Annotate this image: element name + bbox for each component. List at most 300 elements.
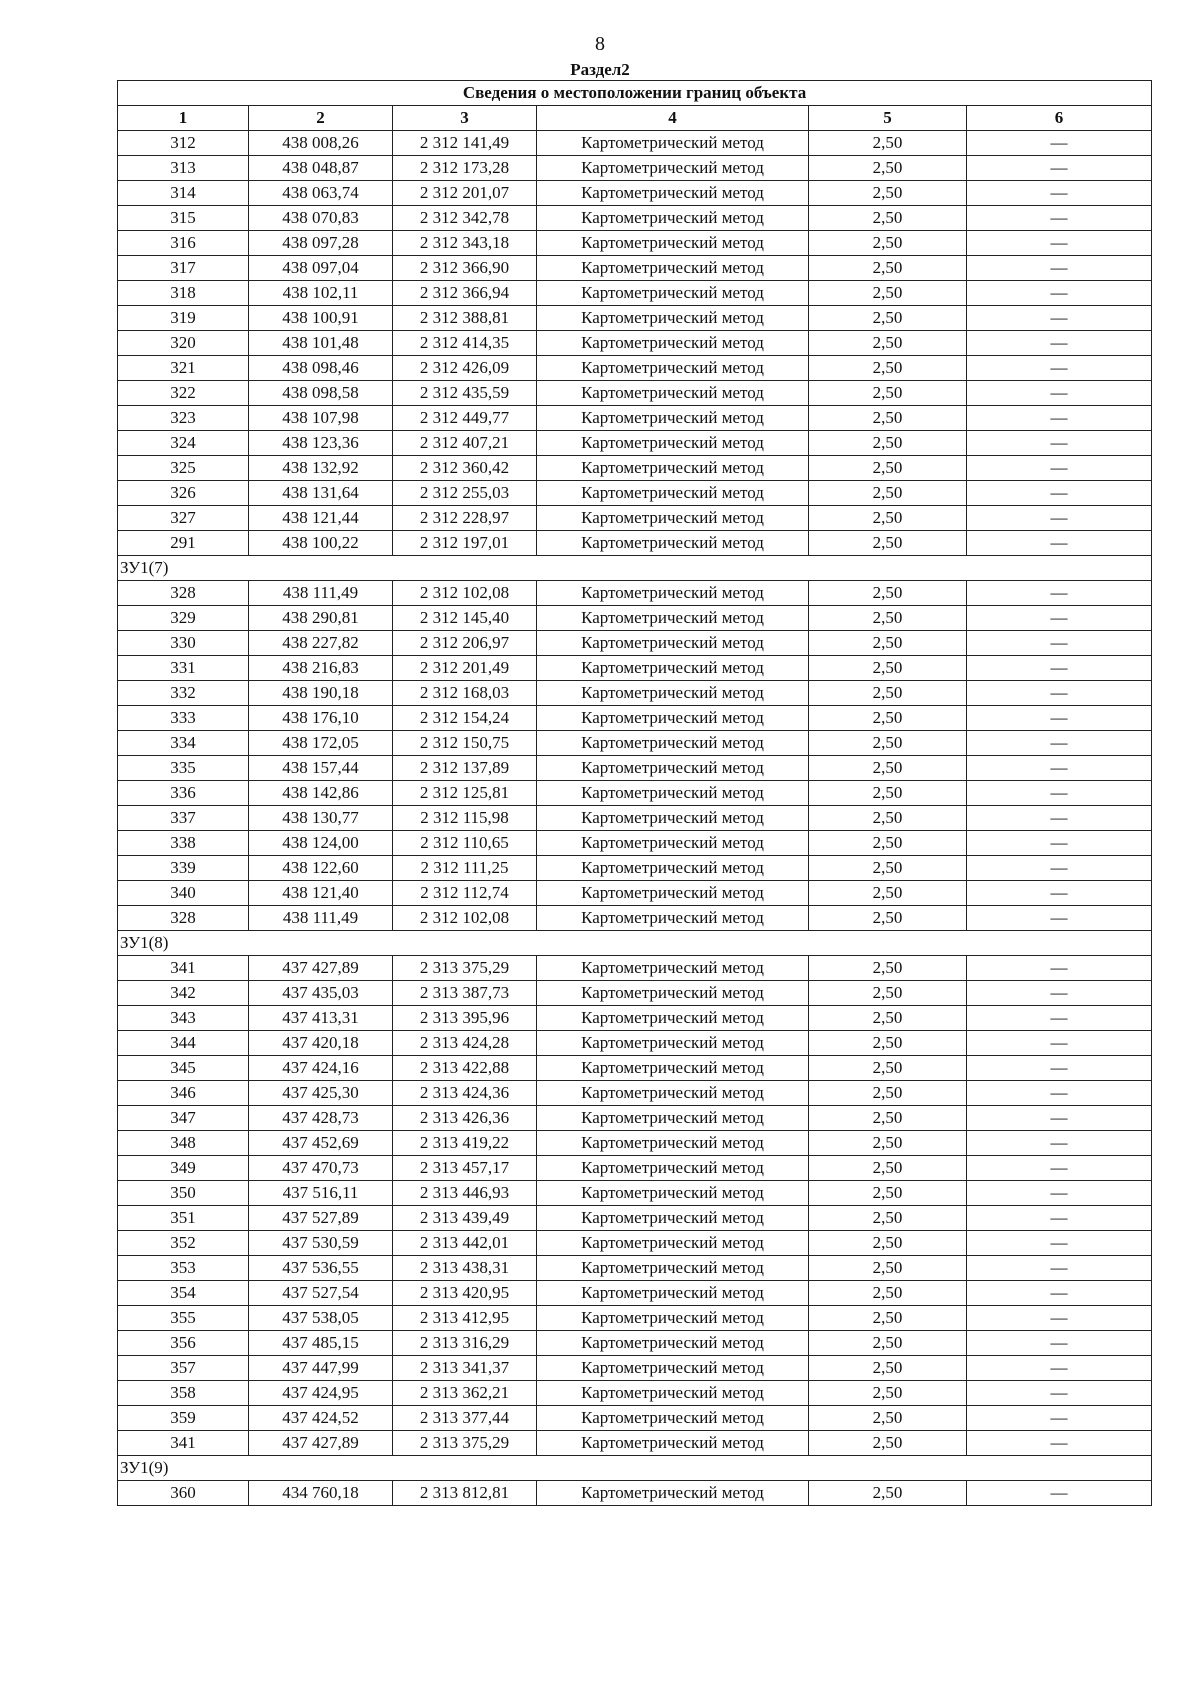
y-coordinate-cell: 2 312 201,07 bbox=[393, 181, 537, 206]
x-coordinate-cell: 438 123,36 bbox=[249, 431, 393, 456]
method-cell: Картометрический метод bbox=[537, 1056, 809, 1081]
method-cell: Картометрический метод bbox=[537, 1106, 809, 1131]
note-cell: — bbox=[967, 181, 1152, 206]
table-row bbox=[118, 681, 1152, 706]
point-number-cell: 359 bbox=[118, 1406, 249, 1431]
table-row bbox=[118, 581, 1152, 606]
table-row bbox=[118, 1281, 1152, 1306]
y-coordinate-cell: 2 312 111,25 bbox=[393, 856, 537, 881]
table-row bbox=[118, 131, 1152, 156]
method-cell: Картометрический метод bbox=[537, 1281, 809, 1306]
table-row bbox=[118, 1481, 1152, 1506]
accuracy-cell: 2,50 bbox=[809, 1406, 967, 1431]
point-number-cell: 339 bbox=[118, 856, 249, 881]
y-coordinate-cell: 2 312 197,01 bbox=[393, 531, 537, 556]
point-number-cell: 346 bbox=[118, 1081, 249, 1106]
accuracy-cell: 2,50 bbox=[809, 381, 967, 406]
accuracy-cell: 2,50 bbox=[809, 1231, 967, 1256]
accuracy-cell: 2,50 bbox=[809, 1331, 967, 1356]
point-number-cell: 338 bbox=[118, 831, 249, 856]
point-number-cell: 333 bbox=[118, 706, 249, 731]
note-cell: — bbox=[967, 131, 1152, 156]
x-coordinate-cell: 438 124,00 bbox=[249, 831, 393, 856]
table-row bbox=[118, 1181, 1152, 1206]
table-row bbox=[118, 956, 1152, 981]
note-cell: — bbox=[967, 231, 1152, 256]
table-row bbox=[118, 906, 1152, 931]
note-cell: — bbox=[967, 756, 1152, 781]
x-coordinate-cell: 437 424,52 bbox=[249, 1406, 393, 1431]
accuracy-cell: 2,50 bbox=[809, 431, 967, 456]
point-number-cell: 358 bbox=[118, 1381, 249, 1406]
table-row bbox=[118, 606, 1152, 631]
note-cell: — bbox=[967, 1331, 1152, 1356]
note-cell: — bbox=[967, 356, 1152, 381]
point-number-cell: 328 bbox=[118, 581, 249, 606]
accuracy-cell: 2,50 bbox=[809, 581, 967, 606]
accuracy-cell: 2,50 bbox=[809, 956, 967, 981]
note-cell: — bbox=[967, 881, 1152, 906]
y-coordinate-cell: 2 313 424,36 bbox=[393, 1081, 537, 1106]
x-coordinate-cell: 438 130,77 bbox=[249, 806, 393, 831]
x-coordinate-cell: 438 048,87 bbox=[249, 156, 393, 181]
y-coordinate-cell: 2 313 424,28 bbox=[393, 1031, 537, 1056]
note-cell: — bbox=[967, 1406, 1152, 1431]
accuracy-cell: 2,50 bbox=[809, 881, 967, 906]
note-cell: — bbox=[967, 381, 1152, 406]
x-coordinate-cell: 437 427,89 bbox=[249, 956, 393, 981]
x-coordinate-cell: 438 142,86 bbox=[249, 781, 393, 806]
method-cell: Картометрический метод bbox=[537, 306, 809, 331]
accuracy-cell: 2,50 bbox=[809, 256, 967, 281]
table-row bbox=[118, 306, 1152, 331]
accuracy-cell: 2,50 bbox=[809, 731, 967, 756]
y-coordinate-cell: 2 312 228,97 bbox=[393, 506, 537, 531]
point-number-cell: 322 bbox=[118, 381, 249, 406]
point-number-cell: 352 bbox=[118, 1231, 249, 1256]
table-row bbox=[118, 731, 1152, 756]
x-coordinate-cell: 438 101,48 bbox=[249, 331, 393, 356]
note-cell: — bbox=[967, 581, 1152, 606]
column-header: 1 bbox=[118, 106, 249, 131]
x-coordinate-cell: 438 216,83 bbox=[249, 656, 393, 681]
x-coordinate-cell: 438 227,82 bbox=[249, 631, 393, 656]
table-row bbox=[118, 1031, 1152, 1056]
note-cell: — bbox=[967, 1231, 1152, 1256]
accuracy-cell: 2,50 bbox=[809, 1481, 967, 1506]
method-cell: Картометрический метод bbox=[537, 731, 809, 756]
table-title: Сведения о местоположении границ объекта bbox=[118, 81, 1152, 106]
accuracy-cell: 2,50 bbox=[809, 356, 967, 381]
x-coordinate-cell: 437 424,95 bbox=[249, 1381, 393, 1406]
x-coordinate-cell: 438 100,91 bbox=[249, 306, 393, 331]
accuracy-cell: 2,50 bbox=[809, 1156, 967, 1181]
table-row bbox=[118, 281, 1152, 306]
y-coordinate-cell: 2 312 388,81 bbox=[393, 306, 537, 331]
x-coordinate-cell: 437 435,03 bbox=[249, 981, 393, 1006]
point-number-cell: 334 bbox=[118, 731, 249, 756]
y-coordinate-cell: 2 312 115,98 bbox=[393, 806, 537, 831]
note-cell: — bbox=[967, 956, 1152, 981]
y-coordinate-cell: 2 313 362,21 bbox=[393, 1381, 537, 1406]
point-number-cell: 355 bbox=[118, 1306, 249, 1331]
point-number-cell: 345 bbox=[118, 1056, 249, 1081]
table-row bbox=[118, 806, 1152, 831]
method-cell: Картометрический метод bbox=[537, 281, 809, 306]
group-label-row bbox=[118, 931, 1152, 956]
note-cell: — bbox=[967, 1131, 1152, 1156]
method-cell: Картометрический метод bbox=[537, 381, 809, 406]
accuracy-cell: 2,50 bbox=[809, 806, 967, 831]
note-cell: — bbox=[967, 1356, 1152, 1381]
method-cell: Картометрический метод bbox=[537, 1306, 809, 1331]
accuracy-cell: 2,50 bbox=[809, 506, 967, 531]
column-header: 5 bbox=[809, 106, 967, 131]
note-cell: — bbox=[967, 731, 1152, 756]
y-coordinate-cell: 2 313 377,44 bbox=[393, 1406, 537, 1431]
method-cell: Картометрический метод bbox=[537, 506, 809, 531]
table-row bbox=[118, 1231, 1152, 1256]
point-number-cell: 314 bbox=[118, 181, 249, 206]
x-coordinate-cell: 438 122,60 bbox=[249, 856, 393, 881]
note-cell: — bbox=[967, 306, 1152, 331]
accuracy-cell: 2,50 bbox=[809, 856, 967, 881]
section-title: Раздел2 bbox=[570, 60, 630, 79]
x-coordinate-cell: 437 470,73 bbox=[249, 1156, 393, 1181]
note-cell: — bbox=[967, 256, 1152, 281]
method-cell: Картометрический метод bbox=[537, 331, 809, 356]
table-row bbox=[118, 456, 1152, 481]
x-coordinate-cell: 437 538,05 bbox=[249, 1306, 393, 1331]
table-row bbox=[118, 1256, 1152, 1281]
x-coordinate-cell: 437 428,73 bbox=[249, 1106, 393, 1131]
x-coordinate-cell: 438 107,98 bbox=[249, 406, 393, 431]
method-cell: Картометрический метод bbox=[537, 256, 809, 281]
x-coordinate-cell: 438 121,44 bbox=[249, 506, 393, 531]
y-coordinate-cell: 2 312 137,89 bbox=[393, 756, 537, 781]
x-coordinate-cell: 437 516,11 bbox=[249, 1181, 393, 1206]
table-row bbox=[118, 406, 1152, 431]
y-coordinate-cell: 2 312 366,90 bbox=[393, 256, 537, 281]
x-coordinate-cell: 437 447,99 bbox=[249, 1356, 393, 1381]
accuracy-cell: 2,50 bbox=[809, 531, 967, 556]
x-coordinate-cell: 437 420,18 bbox=[249, 1031, 393, 1056]
note-cell: — bbox=[967, 706, 1152, 731]
method-cell: Картометрический метод bbox=[537, 756, 809, 781]
x-coordinate-cell: 438 098,46 bbox=[249, 356, 393, 381]
y-coordinate-cell: 2 313 375,29 bbox=[393, 956, 537, 981]
x-coordinate-cell: 437 452,69 bbox=[249, 1131, 393, 1156]
table-row bbox=[118, 831, 1152, 856]
point-number-cell: 312 bbox=[118, 131, 249, 156]
y-coordinate-cell: 2 312 435,59 bbox=[393, 381, 537, 406]
y-coordinate-cell: 2 312 102,08 bbox=[393, 906, 537, 931]
y-coordinate-cell: 2 313 387,73 bbox=[393, 981, 537, 1006]
table-row bbox=[118, 231, 1152, 256]
method-cell: Картометрический метод bbox=[537, 406, 809, 431]
column-header: 3 bbox=[393, 106, 537, 131]
accuracy-cell: 2,50 bbox=[809, 231, 967, 256]
table-row bbox=[118, 1306, 1152, 1331]
method-cell: Картометрический метод bbox=[537, 1131, 809, 1156]
accuracy-cell: 2,50 bbox=[809, 1131, 967, 1156]
x-coordinate-cell: 438 121,40 bbox=[249, 881, 393, 906]
accuracy-cell: 2,50 bbox=[809, 1381, 967, 1406]
point-number-cell: 313 bbox=[118, 156, 249, 181]
table-row bbox=[118, 656, 1152, 681]
note-cell: — bbox=[967, 206, 1152, 231]
accuracy-cell: 2,50 bbox=[809, 1106, 967, 1131]
accuracy-cell: 2,50 bbox=[809, 1056, 967, 1081]
method-cell: Картометрический метод bbox=[537, 206, 809, 231]
y-coordinate-cell: 2 313 375,29 bbox=[393, 1431, 537, 1456]
x-coordinate-cell: 438 131,64 bbox=[249, 481, 393, 506]
method-cell: Картометрический метод bbox=[537, 1156, 809, 1181]
table-row bbox=[118, 431, 1152, 456]
table-row bbox=[118, 381, 1152, 406]
x-coordinate-cell: 438 172,05 bbox=[249, 731, 393, 756]
point-number-cell: 360 bbox=[118, 1481, 249, 1506]
point-number-cell: 318 bbox=[118, 281, 249, 306]
method-cell: Картометрический метод bbox=[537, 881, 809, 906]
y-coordinate-cell: 2 313 395,96 bbox=[393, 1006, 537, 1031]
group-label: ЗУ1(7) bbox=[118, 556, 1152, 581]
note-cell: — bbox=[967, 906, 1152, 931]
method-cell: Картометрический метод bbox=[537, 456, 809, 481]
table-row bbox=[118, 256, 1152, 281]
table-row bbox=[118, 1381, 1152, 1406]
point-number-cell: 357 bbox=[118, 1356, 249, 1381]
method-cell: Картометрический метод bbox=[537, 1031, 809, 1056]
y-coordinate-cell: 2 313 420,95 bbox=[393, 1281, 537, 1306]
x-coordinate-cell: 437 425,30 bbox=[249, 1081, 393, 1106]
accuracy-cell: 2,50 bbox=[809, 1006, 967, 1031]
table-row bbox=[118, 856, 1152, 881]
note-cell: — bbox=[967, 1106, 1152, 1131]
point-number-cell: 342 bbox=[118, 981, 249, 1006]
x-coordinate-cell: 438 111,49 bbox=[249, 581, 393, 606]
method-cell: Картометрический метод bbox=[537, 356, 809, 381]
point-number-cell: 320 bbox=[118, 331, 249, 356]
accuracy-cell: 2,50 bbox=[809, 206, 967, 231]
point-number-cell: 319 bbox=[118, 306, 249, 331]
accuracy-cell: 2,50 bbox=[809, 481, 967, 506]
x-coordinate-cell: 438 176,10 bbox=[249, 706, 393, 731]
note-cell: — bbox=[967, 506, 1152, 531]
table-row bbox=[118, 1106, 1152, 1131]
table-title-row bbox=[118, 81, 1152, 106]
y-coordinate-cell: 2 312 206,97 bbox=[393, 631, 537, 656]
x-coordinate-cell: 437 485,15 bbox=[249, 1331, 393, 1356]
accuracy-cell: 2,50 bbox=[809, 681, 967, 706]
note-cell: — bbox=[967, 681, 1152, 706]
table-row bbox=[118, 1006, 1152, 1031]
point-number-cell: 317 bbox=[118, 256, 249, 281]
accuracy-cell: 2,50 bbox=[809, 131, 967, 156]
y-coordinate-cell: 2 312 360,42 bbox=[393, 456, 537, 481]
method-cell: Картометрический метод bbox=[537, 656, 809, 681]
point-number-cell: 344 bbox=[118, 1031, 249, 1056]
method-cell: Картометрический метод bbox=[537, 1181, 809, 1206]
note-cell: — bbox=[967, 631, 1152, 656]
note-cell: — bbox=[967, 1006, 1152, 1031]
method-cell: Картометрический метод bbox=[537, 1331, 809, 1356]
note-cell: — bbox=[967, 806, 1152, 831]
accuracy-cell: 2,50 bbox=[809, 706, 967, 731]
point-number-cell: 321 bbox=[118, 356, 249, 381]
table-row bbox=[118, 356, 1152, 381]
y-coordinate-cell: 2 312 125,81 bbox=[393, 781, 537, 806]
point-number-cell: 354 bbox=[118, 1281, 249, 1306]
method-cell: Картометрический метод bbox=[537, 156, 809, 181]
y-coordinate-cell: 2 312 449,77 bbox=[393, 406, 537, 431]
table-row bbox=[118, 1356, 1152, 1381]
accuracy-cell: 2,50 bbox=[809, 406, 967, 431]
method-cell: Картометрический метод bbox=[537, 431, 809, 456]
point-number-cell: 328 bbox=[118, 906, 249, 931]
table-row bbox=[118, 756, 1152, 781]
note-cell: — bbox=[967, 1256, 1152, 1281]
accuracy-cell: 2,50 bbox=[809, 1256, 967, 1281]
y-coordinate-cell: 2 312 342,78 bbox=[393, 206, 537, 231]
accuracy-cell: 2,50 bbox=[809, 1031, 967, 1056]
point-number-cell: 325 bbox=[118, 456, 249, 481]
note-cell: — bbox=[967, 456, 1152, 481]
note-cell: — bbox=[967, 606, 1152, 631]
column-header: 2 bbox=[249, 106, 393, 131]
note-cell: — bbox=[967, 431, 1152, 456]
accuracy-cell: 2,50 bbox=[809, 656, 967, 681]
x-coordinate-cell: 438 097,04 bbox=[249, 256, 393, 281]
point-number-cell: 347 bbox=[118, 1106, 249, 1131]
accuracy-cell: 2,50 bbox=[809, 306, 967, 331]
point-number-cell: 336 bbox=[118, 781, 249, 806]
accuracy-cell: 2,50 bbox=[809, 1081, 967, 1106]
y-coordinate-cell: 2 312 343,18 bbox=[393, 231, 537, 256]
method-cell: Картометрический метод bbox=[537, 581, 809, 606]
note-cell: — bbox=[967, 281, 1152, 306]
method-cell: Картометрический метод bbox=[537, 1356, 809, 1381]
note-cell: — bbox=[967, 156, 1152, 181]
note-cell: — bbox=[967, 1056, 1152, 1081]
note-cell: — bbox=[967, 781, 1152, 806]
note-cell: — bbox=[967, 1281, 1152, 1306]
x-coordinate-cell: 438 070,83 bbox=[249, 206, 393, 231]
group-label-row bbox=[118, 1456, 1152, 1481]
method-cell: Картометрический метод bbox=[537, 631, 809, 656]
point-number-cell: 350 bbox=[118, 1181, 249, 1206]
table-row bbox=[118, 1081, 1152, 1106]
point-number-cell: 329 bbox=[118, 606, 249, 631]
note-cell: — bbox=[967, 1181, 1152, 1206]
accuracy-cell: 2,50 bbox=[809, 631, 967, 656]
method-cell: Картометрический метод bbox=[537, 1006, 809, 1031]
y-coordinate-cell: 2 313 446,93 bbox=[393, 1181, 537, 1206]
method-cell: Картометрический метод bbox=[537, 1381, 809, 1406]
y-coordinate-cell: 2 312 112,74 bbox=[393, 881, 537, 906]
y-coordinate-cell: 2 312 141,49 bbox=[393, 131, 537, 156]
note-cell: — bbox=[967, 1306, 1152, 1331]
table-row bbox=[118, 1056, 1152, 1081]
method-cell: Картометрический метод bbox=[537, 231, 809, 256]
note-cell: — bbox=[967, 531, 1152, 556]
y-coordinate-cell: 2 313 457,17 bbox=[393, 1156, 537, 1181]
x-coordinate-cell: 437 424,16 bbox=[249, 1056, 393, 1081]
x-coordinate-cell: 437 527,54 bbox=[249, 1281, 393, 1306]
table-row bbox=[118, 531, 1152, 556]
method-cell: Картометрический метод bbox=[537, 1231, 809, 1256]
point-number-cell: 330 bbox=[118, 631, 249, 656]
note-cell: — bbox=[967, 481, 1152, 506]
x-coordinate-cell: 438 063,74 bbox=[249, 181, 393, 206]
method-cell: Картометрический метод bbox=[537, 856, 809, 881]
method-cell: Картометрический метод bbox=[537, 956, 809, 981]
table-row bbox=[118, 481, 1152, 506]
table-row bbox=[118, 206, 1152, 231]
point-number-cell: 332 bbox=[118, 681, 249, 706]
y-coordinate-cell: 2 313 812,81 bbox=[393, 1481, 537, 1506]
accuracy-cell: 2,50 bbox=[809, 181, 967, 206]
accuracy-cell: 2,50 bbox=[809, 781, 967, 806]
accuracy-cell: 2,50 bbox=[809, 1431, 967, 1456]
method-cell: Картометрический метод bbox=[537, 1406, 809, 1431]
page-number: 8 bbox=[595, 33, 605, 55]
table-row bbox=[118, 781, 1152, 806]
note-cell: — bbox=[967, 981, 1152, 1006]
y-coordinate-cell: 2 312 407,21 bbox=[393, 431, 537, 456]
x-coordinate-cell: 434 760,18 bbox=[249, 1481, 393, 1506]
table-row bbox=[118, 506, 1152, 531]
coordinates-table bbox=[117, 80, 1152, 1506]
note-cell: — bbox=[967, 1206, 1152, 1231]
method-cell: Картометрический метод bbox=[537, 1431, 809, 1456]
y-coordinate-cell: 2 313 412,95 bbox=[393, 1306, 537, 1331]
point-number-cell: 327 bbox=[118, 506, 249, 531]
column-header: 4 bbox=[537, 106, 809, 131]
point-number-cell: 348 bbox=[118, 1131, 249, 1156]
table-row bbox=[118, 981, 1152, 1006]
y-coordinate-cell: 2 313 341,37 bbox=[393, 1356, 537, 1381]
note-cell: — bbox=[967, 1081, 1152, 1106]
table-row bbox=[118, 631, 1152, 656]
table-row bbox=[118, 1431, 1152, 1456]
y-coordinate-cell: 2 312 426,09 bbox=[393, 356, 537, 381]
accuracy-cell: 2,50 bbox=[809, 331, 967, 356]
group-label: ЗУ1(9) bbox=[118, 1456, 1152, 1481]
method-cell: Картометрический метод bbox=[537, 1206, 809, 1231]
x-coordinate-cell: 438 008,26 bbox=[249, 131, 393, 156]
y-coordinate-cell: 2 313 419,22 bbox=[393, 1131, 537, 1156]
y-coordinate-cell: 2 313 438,31 bbox=[393, 1256, 537, 1281]
x-coordinate-cell: 438 100,22 bbox=[249, 531, 393, 556]
point-number-cell: 326 bbox=[118, 481, 249, 506]
x-coordinate-cell: 437 527,89 bbox=[249, 1206, 393, 1231]
note-cell: — bbox=[967, 856, 1152, 881]
accuracy-cell: 2,50 bbox=[809, 831, 967, 856]
note-cell: — bbox=[967, 1031, 1152, 1056]
y-coordinate-cell: 2 313 439,49 bbox=[393, 1206, 537, 1231]
y-coordinate-cell: 2 312 255,03 bbox=[393, 481, 537, 506]
table-row bbox=[118, 1406, 1152, 1431]
method-cell: Картометрический метод bbox=[537, 906, 809, 931]
table-row bbox=[118, 156, 1152, 181]
note-cell: — bbox=[967, 1431, 1152, 1456]
point-number-cell: 316 bbox=[118, 231, 249, 256]
x-coordinate-cell: 437 536,55 bbox=[249, 1256, 393, 1281]
x-coordinate-cell: 438 290,81 bbox=[249, 606, 393, 631]
method-cell: Картометрический метод bbox=[537, 481, 809, 506]
point-number-cell: 315 bbox=[118, 206, 249, 231]
